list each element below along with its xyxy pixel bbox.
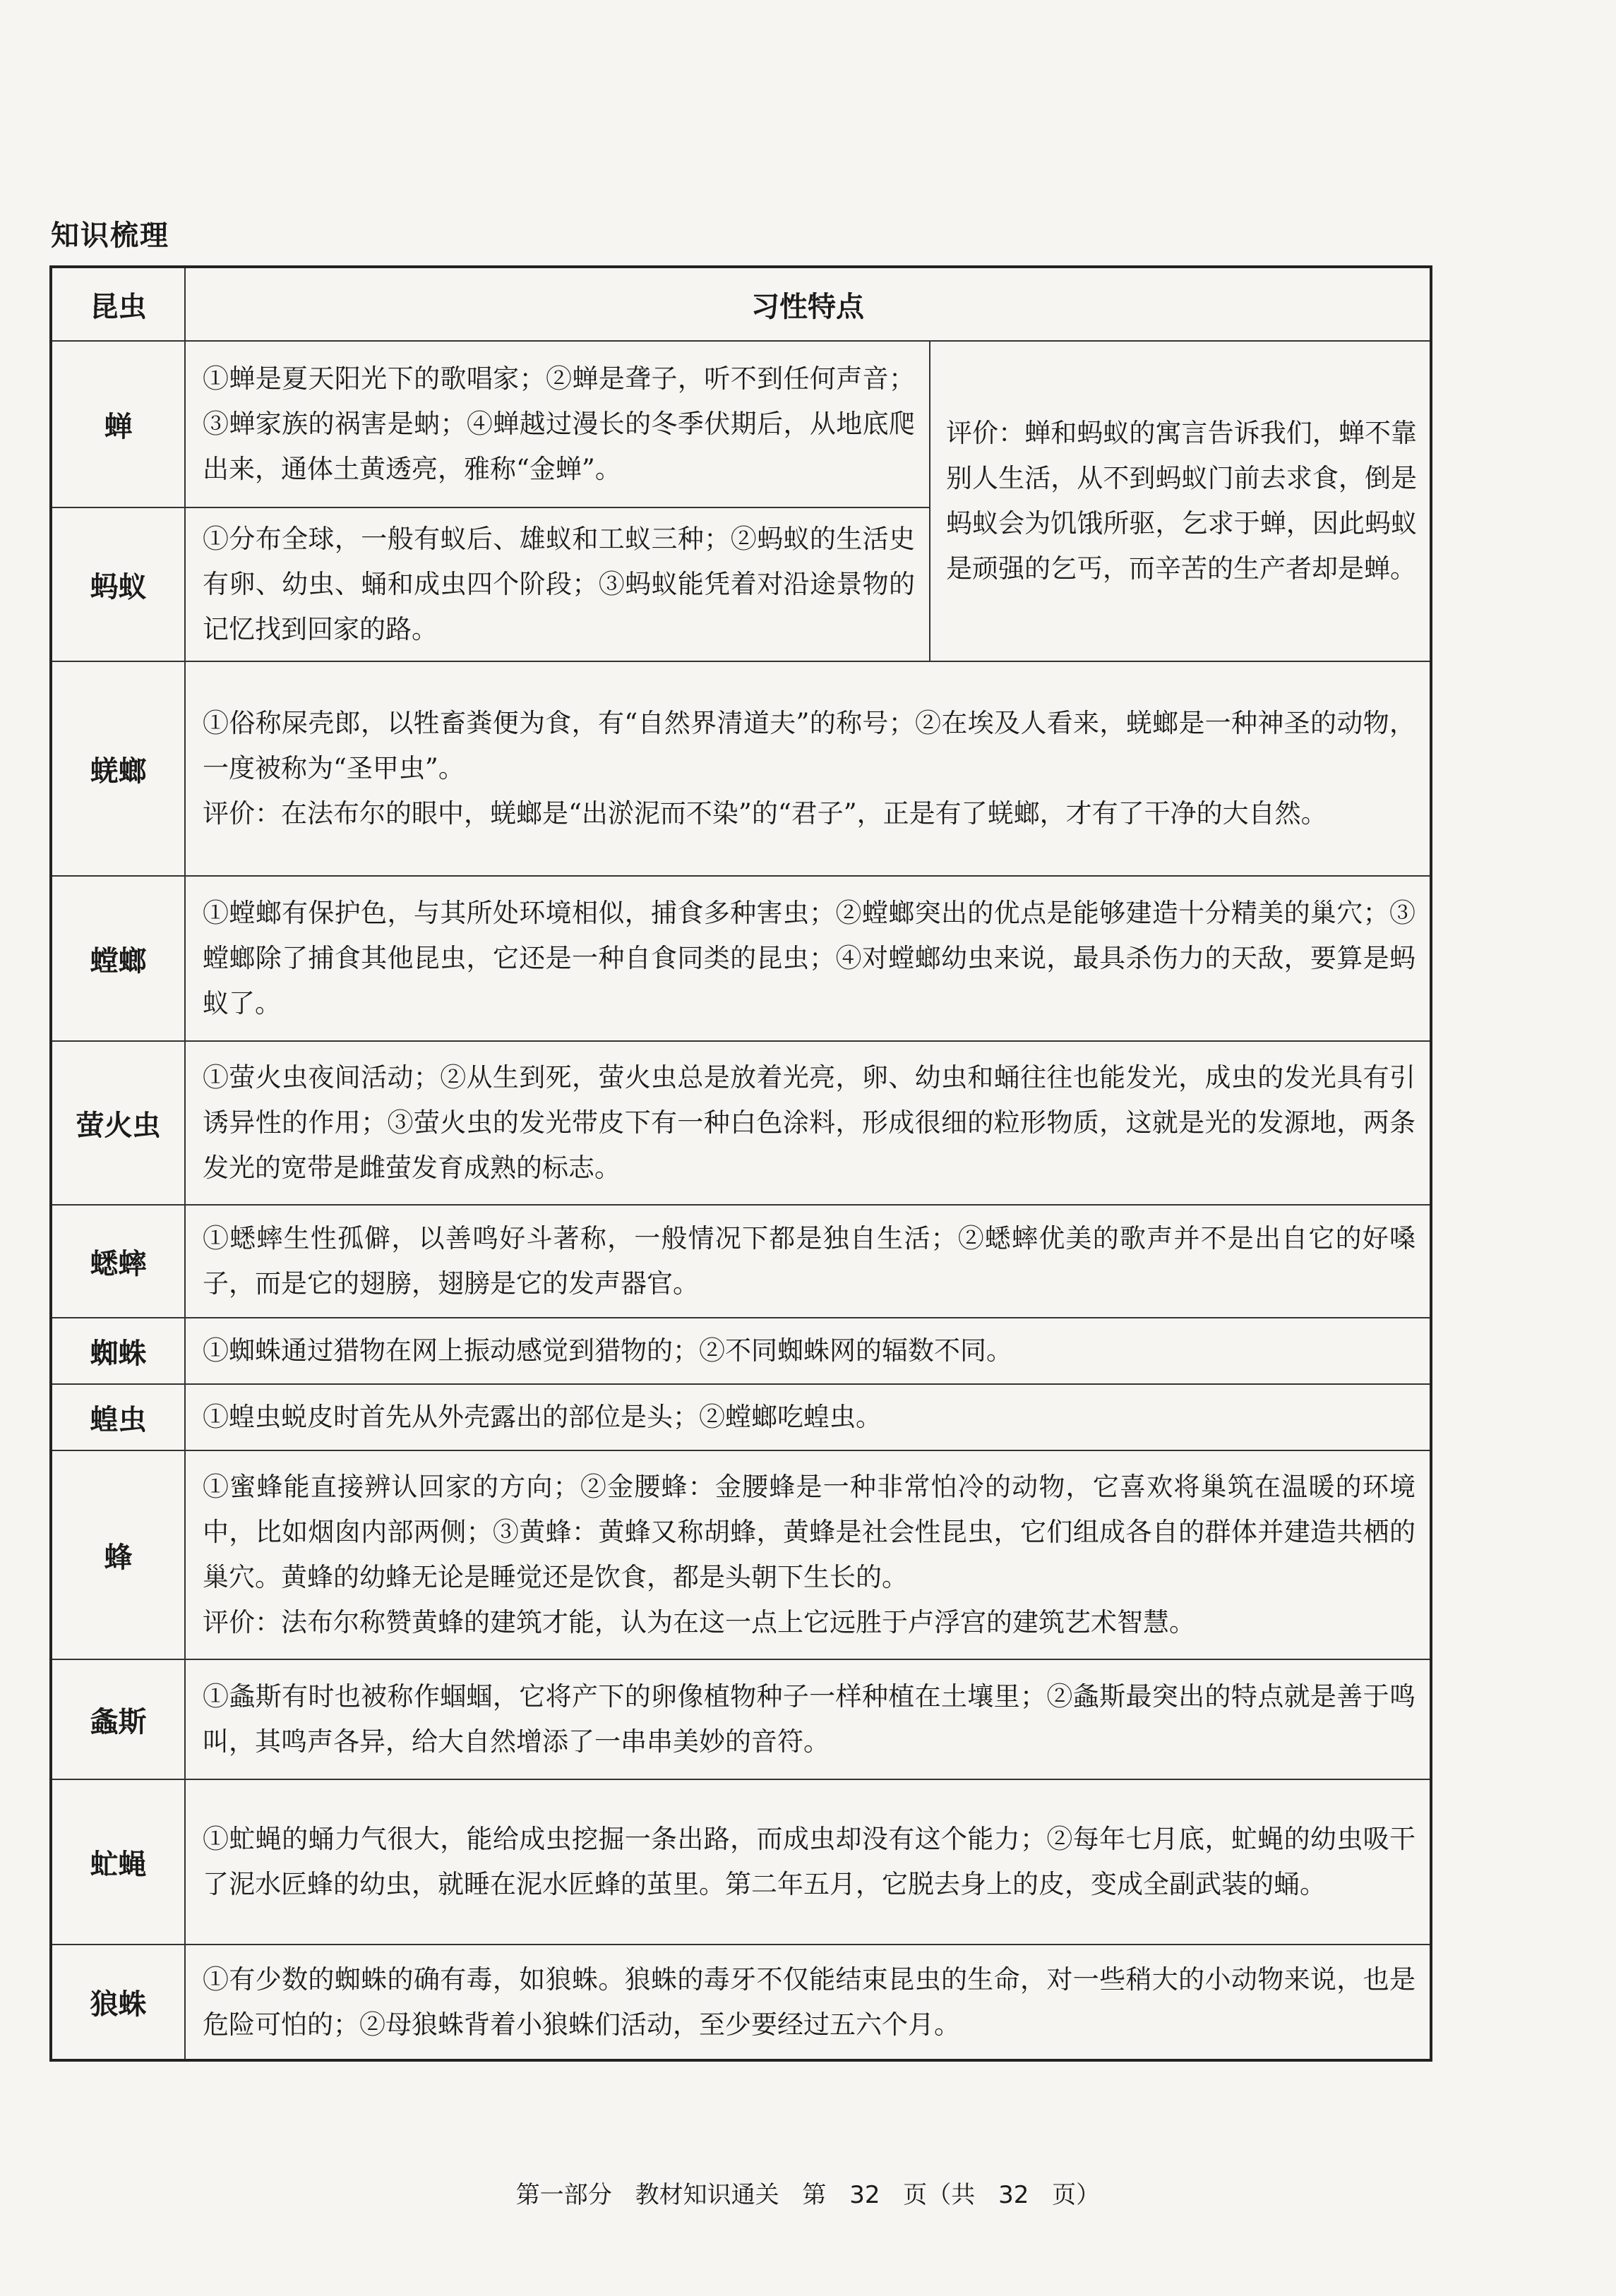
table-row [51,1041,1431,1205]
insect-name: 蜂 [51,1450,185,1659]
habit-text: ①萤火虫夜间活动；②从生到死，萤火虫总是放着光亮，卵、幼虫和蛹往往也能发光，成虫的发光具有引诱异性的作用；③萤火虫的发光带皮下有一种白色涂料，形成很细的粒形物质，这就是光的发源地，两条发光的宽带是雌萤发育成熟的标志。 [185,1041,1431,1205]
habit-text: ①俗称屎壳郎，以牲畜粪便为食，有“自然界清道夫”的称号；②在埃及人看来，蜣螂是一种神圣的动物，一度被称为“圣甲虫”。 [203,708,1416,783]
insect-name: 螳螂 [51,876,185,1041]
habit-text: ①蝉是夏天阳光下的歌唱家；②蝉是聋子，听不到任何声音；③蝉家族的祸害是蚋；④蝉越过漫长的冬季伏期后，从地底爬出来，通体土黄透亮，雅称“金蝉”。 [185,341,930,507]
habit-text: ①螳螂有保护色，与其所处环境相似，捕食多种害虫；②螳螂突出的优点是能够建造十分精美的巢穴；③螳螂除了捕食其他昆虫，它还是一种自食同类的昆虫；④对螳螂幼虫来说，最具杀伤力的天敌，要算是蚂蚁了。 [185,876,1431,1041]
shared-comment: 评价：蝉和蚂蚁的寓言告诉我们，蝉不靠别人生活，从不到蚂蚁门前去求食，倒是蚂蚁会为饥饿所驱，乞求于蝉，因此蚂蚁是顽强的乞丐，而辛苦的生产者却是蝉。 [930,341,1431,661]
table-row [51,1659,1431,1779]
habit-text: ①蜜蜂能直接辨认回家的方向；②金腰蜂：金腰蜂是一种非常怕冷的动物，它喜欢将巢筑在温暖的环境中，比如烟囱内部两侧；③黄蜂：黄蜂又称胡蜂，黄蜂是社会性昆虫，它们组成各自的群体并建造共栖的巢穴。黄蜂的幼蜂无论是睡觉还是饮食，都是头朝下生长的。 [203,1472,1416,1592]
habit-cell [185,1450,1431,1659]
insect-table [49,265,1432,2062]
insect-name: 虻蝇 [51,1779,185,1945]
habit-text: ①蟋蟀生性孤僻，以善鸣好斗著称，一般情况下都是独自生活；②蟋蟀优美的歌声并不是出自它的好嗓子，而是它的翅膀，翅膀是它的发声器官。 [185,1205,1431,1318]
footer-chapter: 教材知识通关 [635,2181,779,2209]
page-footer [0,2175,1616,2210]
habit-cell [185,661,1431,876]
insect-name: 螽斯 [51,1659,185,1779]
habit-text: ①有少数的蜘蛛的确有毒，如狼蛛。狼蛛的毒牙不仅能结束昆虫的生命，对一些稍大的小动物来说，也是危险可怕的；②母狼蛛背着小狼蛛们活动，至少要经过五六个月。 [185,1945,1431,2060]
insect-name: 狼蛛 [51,1945,185,2060]
habit-text: ①蜘蛛通过猎物在网上振动感觉到猎物的；②不同蜘蛛网的辐数不同。 [185,1318,1431,1384]
insect-name: 蜘蛛 [51,1318,185,1384]
table-header-row [51,267,1431,341]
insect-name: 蝗虫 [51,1384,185,1450]
footer-part: 第一部分 [515,2181,612,2209]
table-row [51,1205,1431,1318]
table-row [51,1318,1431,1384]
table-row [51,661,1431,876]
habit-text: ①蝗虫蜕皮时首先从外壳露出的部位是头；②螳螂吃蝗虫。 [185,1384,1431,1450]
table-row [51,1384,1431,1450]
habit-text: ①虻蝇的蛹力气很大，能给成虫挖掘一条出路，而成虫却没有这个能力；②每年七月底，虻蝇的幼虫吸干了泥水匠蜂的幼虫，就睡在泥水匠蜂的茧里。第二年五月，它脱去身上的皮，变成全副武装的蛹。 [185,1779,1431,1945]
habit-comment: 评价：法布尔称赞黄蜂的建筑才能，认为在这一点上它远胜于卢浮宫的建筑艺术智慧。 [203,1607,1195,1637]
insect-name: 蚂蚁 [51,507,185,661]
habit-text: ①分布全球，一般有蚁后、雄蚁和工蚁三种；②蚂蚁的生活史有卵、幼虫、蛹和成虫四个阶段；③蚂蚁能凭着对沿途景物的记忆找到回家的路。 [185,507,930,661]
insect-name: 蜣螂 [51,661,185,876]
insect-name: 蟋蟀 [51,1205,185,1318]
section-title: 知识梳理 [51,220,169,252]
header-habits: 习性特点 [185,267,1431,341]
header-insect: 昆虫 [51,267,185,341]
table-row [51,1779,1431,1945]
table-row [51,876,1431,1041]
insect-name: 萤火虫 [51,1041,185,1205]
insect-name: 蝉 [51,341,185,507]
table-row [51,1450,1431,1659]
footer-page: 第 32 页（共 32 页） [802,2181,1101,2209]
table-row [51,341,1431,507]
habit-text: ①螽斯有时也被称作蝈蝈，它将产下的卵像植物种子一样种植在土壤里；②螽斯最突出的特点就是善于鸣叫，其鸣声各异，给大自然增添了一串串美妙的音符。 [185,1659,1431,1779]
habit-comment: 评价：在法布尔的眼中，蜣螂是“出淤泥而不染”的“君子”，正是有了蜣螂，才有了干净的大自然。 [203,798,1327,829]
table-row [51,1945,1431,2060]
